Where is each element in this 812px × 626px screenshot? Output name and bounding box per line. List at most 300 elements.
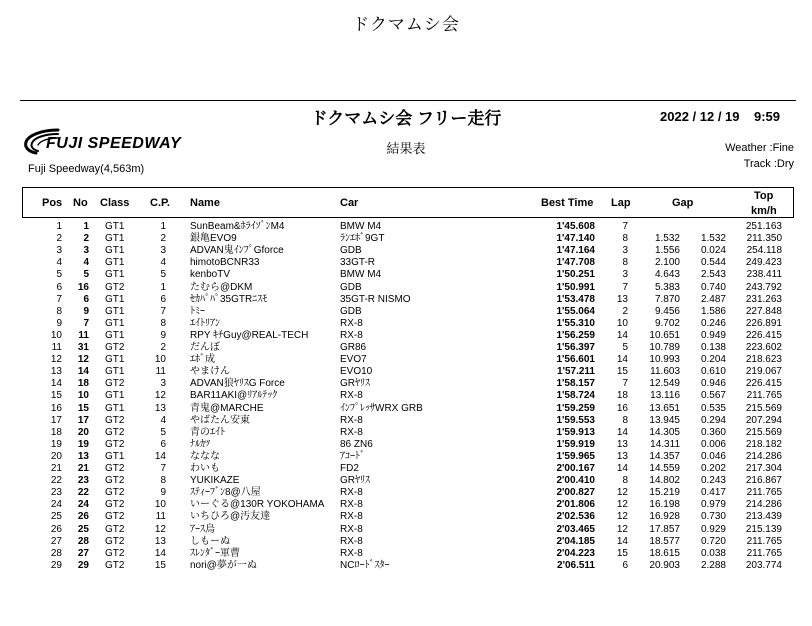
row-pos: 24 [50,499,62,511]
row-cp: 6 [160,438,166,450]
row-class: GT2 [105,559,125,571]
row-pos: 28 [50,547,62,559]
row-lap: 14 [616,535,628,547]
row-car: GDB [340,245,362,257]
row-best-time: 1'47.140 [556,233,595,245]
row-class: GT1 [105,269,125,281]
row-top-speed: 218.182 [745,438,782,450]
row-car: EVO10 [340,366,373,378]
report-time: 9:59 [753,109,780,124]
row-name: nori@夢が一ぬ [190,559,257,571]
table-row [0,536,812,548]
row-gap: 4.643 [654,269,680,281]
row-pos: 10 [50,329,62,341]
row-interval: 2.487 [700,293,726,305]
row-top-speed: 214.286 [745,450,782,462]
row-interval: 0.046 [700,450,726,462]
row-cp: 14 [154,450,166,462]
row-lap: 10 [616,317,628,329]
row-best-time: 2'04.223 [556,547,595,559]
row-lap: 12 [616,511,628,523]
row-pos: 23 [50,487,62,499]
row-name: ADVAN狼ﾔﾘｽG Force [190,378,285,390]
row-no: 18 [77,378,89,390]
row-class: GT1 [105,329,125,341]
row-best-time: 1'58.157 [556,378,595,390]
row-gap: 18.615 [649,547,680,559]
row-best-time: 1'47.164 [556,245,595,257]
row-interval: 0.138 [700,342,726,353]
header-top: Top [754,190,774,202]
header-no: No [73,197,88,209]
row-cp: 2 [160,233,166,245]
row-gap: 1.556 [654,245,680,257]
row-no: 21 [77,463,89,474]
row-class: GT2 [105,511,125,523]
row-lap: 15 [616,547,628,559]
row-best-time: 1'59.553 [556,414,595,426]
table-row [0,427,812,439]
table-row [0,342,812,354]
row-no: 9 [83,305,89,317]
header-car: Car [340,197,359,209]
row-interval: 0.360 [700,426,726,438]
row-pos: 13 [50,366,62,378]
row-pos: 9 [56,317,62,329]
row-interval: 0.024 [700,245,726,257]
row-car: GR86 [340,342,367,353]
row-no: 15 [77,402,89,414]
row-top-speed: 214.286 [745,499,782,511]
row-lap: 14 [616,354,628,366]
row-name: RPY ｷﾁGuy@REAL-TECH [190,329,309,341]
row-car: RX-8 [340,414,363,426]
row-pos: 29 [50,559,62,571]
table-row [0,269,812,281]
row-name: しもーぬ [190,535,230,547]
row-best-time: 1'58.724 [556,390,595,402]
row-cp: 7 [160,305,166,317]
row-interval: 0.929 [700,523,726,535]
table-row [0,318,812,330]
row-name: やまけん [190,366,230,378]
row-car: ﾗﾝｴﾎﾞ9GT [340,233,385,245]
row-gap: 17.857 [649,523,680,535]
table-row [0,233,812,245]
row-lap: 8 [622,257,628,269]
row-gap: 5.383 [654,281,680,293]
row-lap: 3 [622,245,628,257]
row-pos: 6 [56,281,62,293]
table-row [0,403,812,415]
row-car: GRﾔﾘｽ [340,378,370,390]
row-interval: 0.038 [700,547,726,559]
row-pos: 3 [56,245,62,257]
row-top-speed: 215.139 [745,523,782,535]
row-lap: 7 [622,281,628,293]
row-interval: 1.532 [700,233,726,245]
row-lap: 8 [622,414,628,426]
row-best-time: 2'00.167 [556,463,595,474]
row-class: GT1 [105,402,125,414]
row-pos: 20 [50,450,62,462]
row-cp: 8 [160,317,166,329]
row-name: ｽﾚﾝﾀﾞｰ軍曹 [190,547,240,559]
row-interval: 0.202 [700,463,726,474]
row-gap: 15.219 [649,487,680,499]
row-best-time: 2'04.185 [556,535,595,547]
row-name: kenboTV [190,269,231,281]
row-top-speed: 219.067 [745,366,782,378]
row-name: ｾｶﾊﾟﾊﾟ35GTRﾆｽﾓ [190,293,268,305]
row-class: GT2 [105,438,125,450]
row-interval: 0.610 [700,366,726,378]
row-class: GT1 [105,354,125,366]
row-name: ななな [190,450,220,462]
row-class: GT1 [105,233,125,245]
row-no: 11 [78,329,89,341]
row-class: GT2 [105,499,125,511]
row-top-speed: 243.792 [745,281,782,293]
row-no: 16 [77,281,89,293]
row-gap: 12.549 [649,378,680,390]
table-row [0,499,812,511]
row-no: 27 [77,547,89,559]
logo-wordmark: FUJI SPEEDWAY [46,135,182,152]
table-row [0,282,812,294]
row-lap: 2 [622,305,628,317]
row-name: 銀亀EVO9 [190,233,237,245]
row-top-speed: 226.415 [745,378,782,390]
row-no: 2 [83,233,89,245]
row-interval: 0.544 [700,257,726,269]
row-car: RX-8 [340,390,363,402]
row-no: 5 [83,269,89,281]
row-interval: 0.949 [700,329,726,341]
row-name: ADVAN鬼ｲﾝﾌﾟGforce [190,245,284,257]
header-lap: Lap [611,197,631,209]
row-no: 4 [83,257,89,269]
row-pos: 15 [50,390,62,402]
row-car: GDB [340,281,362,293]
row-cp: 13 [154,402,166,414]
row-car: FD2 [340,463,359,474]
table-row [0,294,812,306]
row-pos: 5 [56,269,62,281]
row-gap: 16.928 [649,511,680,523]
row-class: GT2 [105,547,125,559]
row-lap: 15 [616,366,628,378]
report-date: 2022 / 12 / 19 [660,109,740,124]
row-top-speed: 226.891 [745,317,782,329]
row-car: RX-8 [340,499,363,511]
row-name: 青鬼@MARCHE [190,402,264,414]
table-row [0,390,812,402]
row-no: 17 [77,414,89,426]
row-pos: 27 [50,535,62,547]
row-gap: 2.100 [654,257,680,269]
row-class: GT2 [105,535,125,547]
row-car: RX-8 [340,317,363,329]
row-interval: 0.720 [700,535,726,547]
row-best-time: 1'59.259 [556,402,595,414]
row-top-speed: 226.415 [745,329,782,341]
row-class: GT1 [105,245,125,257]
row-gap: 14.357 [649,450,680,462]
row-top-speed: 251.163 [745,221,782,232]
row-interval: 0.535 [700,402,726,414]
row-best-time: 1'50.991 [556,281,595,293]
row-lap: 3 [622,269,628,281]
row-top-speed: 217.304 [745,463,782,474]
row-gap: 14.305 [649,426,680,438]
row-lap: 12 [616,499,628,511]
row-cp: 7 [160,463,166,474]
row-best-time: 2'01.806 [556,499,595,511]
row-top-speed: 254.118 [746,245,782,257]
row-car: BMW M4 [340,221,382,232]
row-top-speed: 238.411 [746,269,782,281]
row-name: やばたん安東 [190,414,250,426]
table-row [0,378,812,390]
row-class: GT2 [105,475,125,487]
row-best-time: 1'59.965 [556,450,595,462]
row-class: GT2 [105,487,125,499]
row-top-speed: 211.765 [746,487,782,499]
row-name: YUKIKAZE [190,475,240,487]
row-class: GT1 [105,317,125,329]
table-row [0,245,812,257]
row-no: 3 [83,245,89,257]
row-gap: 9.702 [654,317,680,329]
row-gap: 13.116 [650,390,680,402]
row-class: GT2 [105,378,125,390]
row-class: GT1 [105,450,125,462]
table-row [0,257,812,269]
row-lap: 14 [616,426,628,438]
row-lap: 7 [622,378,628,390]
row-cp: 11 [155,511,166,523]
row-best-time: 1'59.913 [556,426,595,438]
row-cp: 2 [160,342,166,353]
row-top-speed: 211.765 [746,390,782,402]
row-top-speed: 211.765 [746,535,782,547]
table-row [0,306,812,318]
row-name: ｱｰｽ烏 [190,523,215,535]
track-status: Track :Dry [743,158,794,170]
row-interval: 1.586 [700,305,726,317]
row-cp: 12 [154,390,166,402]
row-top-speed: 227.848 [745,305,782,317]
row-cp: 5 [160,426,166,438]
row-top-speed: 231.263 [745,293,782,305]
row-class: GT1 [105,221,125,232]
row-cp: 3 [160,378,166,390]
row-cp: 10 [154,499,166,511]
row-class: GT1 [105,293,125,305]
row-class: GT2 [105,523,125,535]
row-car: RX-8 [340,511,363,523]
row-gap: 9.456 [654,305,680,317]
row-car: BMW M4 [340,269,382,281]
row-gap: 10.993 [649,354,680,366]
row-best-time: 1'56.601 [556,354,595,366]
row-pos: 4 [56,257,62,269]
row-lap: 14 [616,329,628,341]
row-cp: 3 [160,245,166,257]
row-top-speed: 211.765 [746,547,782,559]
row-cp: 6 [160,293,166,305]
row-cp: 5 [160,269,166,281]
table-row [0,548,812,560]
row-cp: 1 [160,221,166,232]
row-pos: 25 [50,511,62,523]
row-car: RX-8 [340,426,363,438]
row-top-speed: 203.774 [745,559,782,571]
row-interval: 0.946 [700,378,726,390]
table-row [0,451,812,463]
row-no: 7 [83,317,89,329]
row-pos: 14 [50,378,62,390]
row-no: 24 [77,499,89,511]
row-interval: 0.246 [700,317,726,329]
row-pos: 17 [50,414,62,426]
row-gap: 10.789 [649,342,680,353]
row-pos: 16 [50,402,62,414]
row-pos: 11 [51,342,62,353]
row-gap: 13.651 [649,402,680,414]
row-name: ｽﾃｨｰﾌﾞﾝ8@八屋 [190,487,261,499]
row-car: RX-8 [340,523,363,535]
row-interval: 0.006 [700,438,726,450]
row-pos: 7 [56,293,62,305]
row-no: 12 [77,354,89,366]
conditions [725,140,794,172]
row-gap: 18.577 [649,535,680,547]
row-top-speed: 223.602 [745,342,782,353]
row-pos: 19 [50,438,62,450]
row-top-speed: 216.867 [745,475,782,487]
row-car: ｱｺｰﾄﾞ [340,450,365,462]
row-name: BAR11AKI@ﾘｱﾙﾃｯｸ [190,390,278,402]
row-best-time: 2'06.511 [557,559,595,571]
row-best-time: 2'00.827 [556,487,595,499]
row-top-speed: 215.569 [745,402,782,414]
row-name: いーぐる@130R YOKOHAMA [190,499,325,511]
row-no: 23 [77,475,89,487]
row-class: GT2 [105,426,125,438]
row-name: いちひろ@汚友達 [190,511,271,523]
row-car: 33GT-R [340,257,376,269]
row-cp: 4 [160,414,166,426]
row-interval: 0.740 [700,281,726,293]
row-best-time: 1'53.478 [556,293,595,305]
row-top-speed: 211.350 [746,233,782,245]
row-gap: 1.532 [654,233,680,245]
row-lap: 12 [616,487,628,499]
row-interval: 0.417 [700,487,726,499]
row-lap: 5 [622,342,628,353]
row-pos: 8 [56,305,62,317]
row-top-speed: 218.623 [745,354,782,366]
row-gap: 14.311 [650,438,680,450]
row-class: GT1 [105,366,125,378]
row-pos: 18 [50,426,62,438]
row-top-speed: 215.569 [745,426,782,438]
row-pos: 21 [50,463,62,474]
row-lap: 6 [622,559,628,571]
row-name: 青のｴｲﾄ [190,426,225,438]
row-lap: 16 [616,402,628,414]
table-row [0,439,812,451]
row-lap: 14 [616,463,628,474]
row-car: RX-8 [340,547,363,559]
row-cp: 13 [154,535,166,547]
row-class: GT1 [105,390,125,402]
table-row [0,560,812,572]
report-datetime [660,109,780,124]
row-interval: 0.294 [700,414,726,426]
row-name: himotoBCNR33 [190,257,260,269]
row-name: だんぼ [190,342,220,353]
row-no: 10 [77,390,89,402]
row-interval: 2.543 [700,269,726,281]
row-best-time: 1'56.259 [556,329,595,341]
row-best-time: 1'57.211 [557,366,595,378]
row-no: 31 [77,342,89,353]
row-pos: 2 [56,233,62,245]
row-gap: 20.903 [649,559,680,571]
row-best-time: 1'47.708 [556,257,595,269]
row-interval: 0.567 [700,390,726,402]
row-best-time: 1'56.397 [556,342,595,353]
header-pos: Pos [42,197,63,209]
row-best-time: 1'55.064 [556,305,595,317]
table-row [0,463,812,475]
table-row [0,511,812,523]
header-cp: C.P. [150,197,170,209]
row-top-speed: 213.439 [745,511,782,523]
header-unit: km/h [751,205,777,217]
row-lap: 7 [622,221,628,232]
row-no: 19 [77,438,89,450]
row-car: RX-8 [340,535,363,547]
row-interval: 0.204 [700,354,726,366]
row-car: 35GT-R NISMO [340,293,411,305]
row-car: GDB [340,305,362,317]
header-best-time: Best Time [541,197,594,209]
row-best-time: 2'02.536 [556,511,595,523]
row-car: EVO7 [340,354,367,366]
row-no: 14 [77,366,89,378]
row-pos: 12 [50,354,62,366]
row-class: GT2 [105,414,125,426]
row-car: RX-8 [340,329,363,341]
header-divider [20,100,796,101]
header-class: Class [100,197,130,209]
row-car: 86 ZN6 [340,438,373,450]
row-best-time: 2'03.465 [556,523,595,535]
row-car: NCﾛｰﾄﾞｽﾀｰ [340,559,390,571]
row-pos: 1 [56,221,62,232]
row-best-time: 2'00.410 [556,475,595,487]
row-lap: 8 [622,475,628,487]
venue-info: Fuji Speedway(4,563m) [28,163,145,175]
row-gap: 13.945 [649,414,680,426]
row-cp: 14 [154,547,166,559]
row-name: ｴﾎﾞ成 [190,354,215,366]
table-row [0,475,812,487]
